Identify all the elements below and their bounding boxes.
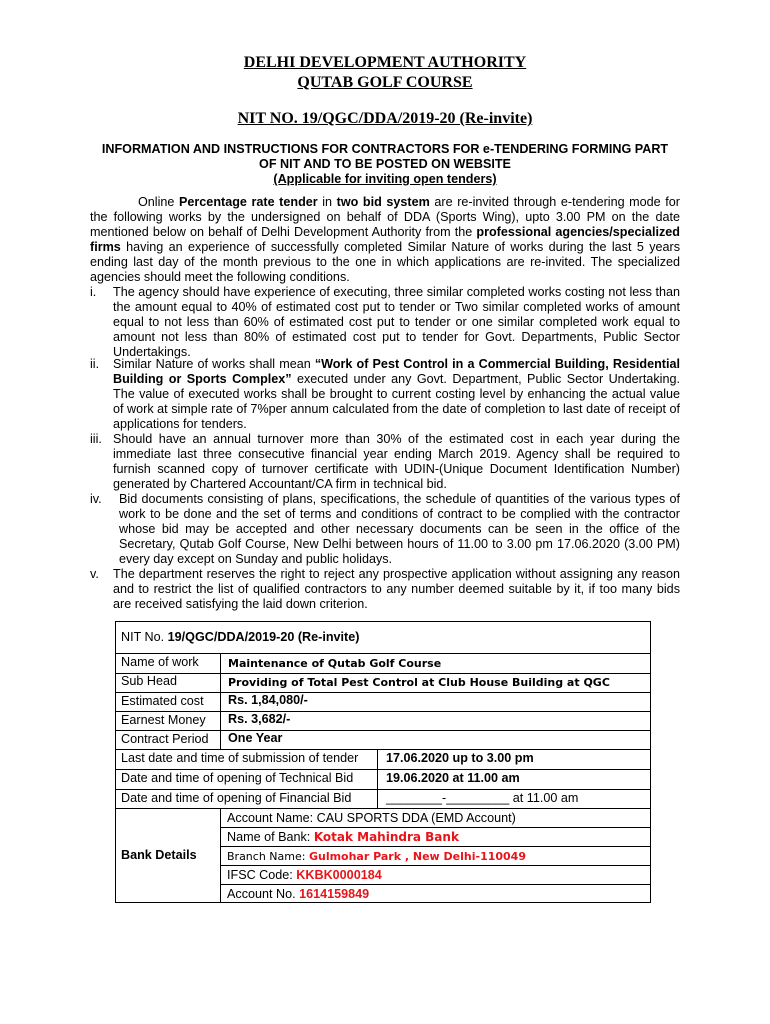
row-divider: [116, 711, 650, 712]
condition-text: Bid documents consisting of plans, specifications, the schedule of quantities of the various types of work to be done and the set of terms and conditions of contract to be complied with the contractor whose bid may be accepted and other necessary documents can be seen in the office of the Secretary, Qutab Golf Course, New Delhi between hours of 11.00 to 3.00 pm 17.06.2020 (3.00 PM) every day except on Sunday and public holidays.: [119, 492, 680, 566]
intro-paragraph: Online Percentage rate tender in two bid system are re-invited through e-tendering mode for the following works by the undersigned on behalf of DDA (Sports Wing), upto 3.00 PM on the date mentioned below on behalf of Delhi Development Authority from the professional agencies/specialized firms having an experience of successfully completed Similar Nature of works during the last 5 years ending last day of the month previous to the one in which applications are re-invited. The specialized agencies should meet the following conditions.: [90, 195, 680, 284]
row-divider: [116, 653, 650, 654]
condition-text: The department reserves the right to reject any prospective application without assigning any reason and to restrict the list of qualified contractors to any number deemed suitable by it, if too many bids are received satisfying the laid down criterion.: [113, 567, 680, 611]
name-of-work-value: Maintenance of Qutab Golf Course: [228, 657, 442, 670]
subtitle-line-2: OF NIT AND TO BE POSTED ON WEBSITE: [259, 157, 511, 171]
estimated-cost-label: Estimated cost: [121, 694, 204, 708]
subtitle-line-1: INFORMATION AND INSTRUCTIONS FOR CONTRACTORS FOR e-TENDERING FORMING PART: [101, 142, 669, 156]
condition-number: i.: [90, 285, 97, 299]
col-divider: [220, 653, 221, 749]
bank-name: Name of Bank: Kotak Mahindra Bank: [227, 830, 459, 844]
org-title: DELHI DEVELOPMENT AUTHORITY: [243, 54, 527, 71]
estimated-cost-value: Rs. 1,84,080/-: [228, 693, 308, 707]
earnest-money-value: Rs. 3,682/-: [228, 712, 291, 726]
last-date-label: Last date and time of submission of tender: [121, 751, 359, 765]
subtitle-line-3: (Applicable for inviting open tenders): [273, 172, 497, 186]
financial-bid-value: ________-_________ at 11.00 am: [386, 791, 579, 805]
tender-details-table: [115, 621, 651, 903]
condition-number: iii.: [90, 432, 102, 446]
ifsc-code: IFSC Code: KKBK0000184: [227, 868, 382, 882]
sub-head-value: Providing of Total Pest Control at Club House Building at QGC: [228, 676, 610, 689]
row-divider: [116, 808, 650, 809]
last-date-value: 17.06.2020 up to 3.00 pm: [386, 751, 534, 765]
technical-bid-label: Date and time of opening of Technical Bid: [121, 771, 354, 785]
row-divider: [116, 749, 650, 750]
account-number: Account No. 1614159849: [227, 887, 370, 901]
technical-bid-value: 19.06.2020 at 11.00 am: [386, 771, 520, 785]
condition-number: ii.: [90, 357, 100, 371]
condition-number: iv.: [90, 492, 102, 506]
condition-text: Similar Nature of works shall mean “Work of Pest Control in a Commercial Building, Residential Building or Sports Complex” executed under any Govt. Department, Public Sector Undertaking. The value of executed works shall be brought to current costing level by enhancing the actual value of work at simple rate of 7%per annum calculated from the date of completion to last date of receipt of applications for tenders.: [113, 357, 681, 431]
contract-period-value: One Year: [228, 731, 283, 745]
sub-head-label: Sub Head: [121, 674, 178, 688]
account-name: Account Name: CAU SPORTS DDA (EMD Account): [227, 811, 516, 825]
nit-title: NIT NO. 19/QGC/DDA/2019-20 (Re-invite): [237, 110, 533, 127]
row-divider: [220, 827, 650, 828]
financial-bid-label: Date and time of opening of Financial Bid: [121, 791, 352, 805]
row-divider: [116, 673, 650, 674]
col-divider: [220, 808, 221, 902]
row-divider: [116, 789, 650, 790]
earnest-money-label: Earnest Money: [121, 713, 206, 727]
unit-title: QUTAB GOLF COURSE: [297, 74, 473, 91]
row-divider: [116, 692, 650, 693]
bank-details-label: Bank Details: [121, 848, 197, 862]
contract-period-label: Contract Period: [121, 732, 209, 746]
name-of-work-label: Name of work: [121, 655, 199, 669]
row-divider: [220, 865, 650, 866]
nit-number-row: NIT No. 19/QGC/DDA/2019-20 (Re-invite): [121, 630, 360, 644]
row-divider: [220, 846, 650, 847]
branch-name: Branch Name: Gulmohar Park , New Delhi-110049: [227, 850, 526, 863]
condition-number: v.: [90, 567, 99, 581]
condition-text: Should have an annual turnover more than 30% of the estimated cost in each year during the immediate last three consecutive financial year ending March 2019. Agency shall be required to furnish scanned copy of turnover certificate with UDIN-(Unique Document Identification Number) generated by Chartered Accountant/CA firm in technical bid.: [113, 432, 680, 491]
row-divider: [116, 730, 650, 731]
row-divider: [116, 769, 650, 770]
col-divider: [377, 749, 378, 808]
condition-text: The agency should have experience of executing, three similar completed works costing not less than the amount equal to 40% of estimated cost put to tender or Two similar completed works of amount equal to not less than 60% of estimated cost put to tender or one similar completed work equal to amount not less than 80% of estimated cost put to tender for Govt. Departments, Public Sector Undertakings.: [113, 285, 680, 359]
row-divider: [220, 884, 650, 885]
